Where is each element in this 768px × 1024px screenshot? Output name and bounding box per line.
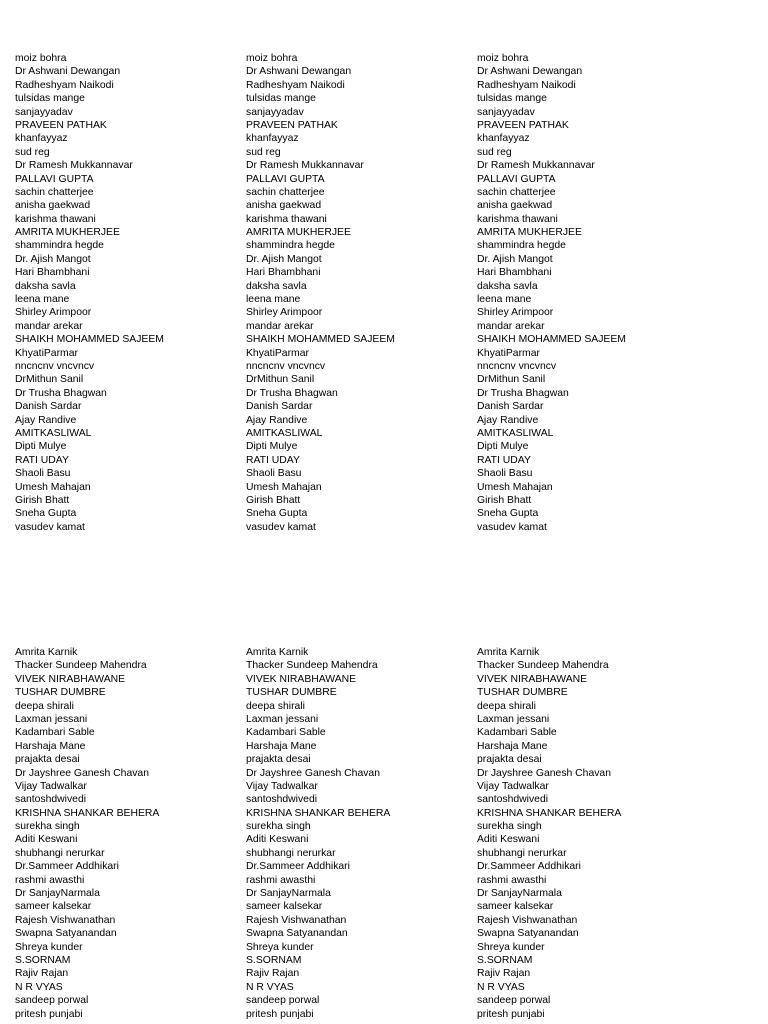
list-item: Girish Bhatt: [246, 494, 301, 506]
list-item: Dr Jayshree Ganesh Chavan: [477, 767, 611, 779]
list-item: Swapna Satyanandan: [477, 928, 579, 940]
list-item: Sneha Gupta: [15, 508, 77, 520]
list-item: tulsidas mange: [15, 93, 85, 105]
list-item: Dipti Mulye: [477, 441, 529, 453]
list-item: Shaoli Basu: [246, 468, 302, 480]
list-item: rashmi awasthi: [15, 874, 85, 886]
list-item: moiz bohra: [477, 53, 529, 64]
list-item: leena mane: [477, 294, 532, 306]
list-item: Shirley Arimpoor: [246, 307, 323, 319]
list-item: Dr Trusha Bhagwan: [15, 387, 107, 399]
list-item: KRISHNA SHANKAR BEHERA: [246, 807, 391, 819]
list-item: SHAIKH MOHAMMED SAJEEM: [246, 334, 395, 346]
list-item: rashmi awasthi: [477, 874, 547, 886]
list-item: karishma thawani: [15, 213, 96, 225]
name-column-right: [477, 646, 702, 1021]
list-item: vasudev kamat: [477, 521, 547, 533]
list-item: Kadambari Sable: [246, 727, 326, 739]
list-item: pritesh punjabi: [15, 1008, 83, 1020]
list-item: tulsidas mange: [477, 93, 547, 105]
list-item: AMITKASLIWAL: [477, 427, 554, 439]
list-item: mandar arekar: [246, 320, 314, 332]
list-item: Aditi Keswani: [15, 834, 78, 846]
list-item: Hari Bhambhani: [477, 267, 552, 279]
list-item: Dipti Mulye: [246, 441, 298, 453]
list-item: Harshaja Mane: [246, 740, 317, 752]
list-item: Dr SanjayNarmala: [15, 888, 100, 900]
list-item: VIVEK NIRABHAWANE: [246, 673, 357, 685]
list-item: vasudev kamat: [15, 521, 85, 533]
list-item: prajakta desai: [15, 754, 80, 766]
list-item: Rajiv Rajan: [477, 968, 531, 980]
list-item: sachin chatterjee: [246, 186, 325, 198]
list-item: Laxman jessani: [246, 713, 319, 725]
list-item: PALLAVI GUPTA: [15, 173, 94, 185]
list-item: tulsidas mange: [246, 93, 316, 105]
list-item: VIVEK NIRABHAWANE: [477, 673, 588, 685]
list-item: Aditi Keswani: [246, 834, 309, 846]
list-item: Dr Ramesh Mukkannavar: [477, 160, 595, 172]
list-item: VIVEK NIRABHAWANE: [15, 673, 126, 685]
list-item: sandeep porwal: [246, 995, 320, 1007]
list-item: Harshaja Mane: [477, 740, 548, 752]
list-item: shubhangi nerurkar: [15, 847, 105, 859]
list-item: leena mane: [15, 294, 70, 306]
name-column-left: [15, 646, 240, 1021]
list-item: KhyatiParmar: [477, 347, 540, 359]
list-item: Vijay Tadwalkar: [477, 780, 549, 792]
list-item: shubhangi nerurkar: [246, 847, 336, 859]
list-item: Danish Sardar: [477, 401, 544, 413]
list-item: daksha savla: [15, 280, 76, 292]
list-item: N R VYAS: [477, 981, 525, 993]
list-item: RATI UDAY: [477, 454, 531, 466]
list-item: DrMithun Sanil: [246, 374, 315, 386]
list-item: rashmi awasthi: [246, 874, 316, 886]
list-item: AMITKASLIWAL: [246, 427, 323, 439]
list-item: Rajiv Rajan: [246, 968, 300, 980]
list-item: Sneha Gupta: [246, 508, 308, 520]
list-item: anisha gaekwad: [15, 200, 91, 212]
list-item: PALLAVI GUPTA: [477, 173, 556, 185]
list-item: sanjayyadav: [246, 106, 304, 118]
list-item: Swapna Satyanandan: [246, 928, 348, 940]
list-item: Aditi Keswani: [477, 834, 540, 846]
list-item: PALLAVI GUPTA: [246, 173, 325, 185]
list-item: daksha savla: [246, 280, 307, 292]
list-item: surekha singh: [15, 821, 80, 833]
list-item: khanfayyaz: [477, 133, 530, 145]
list-item: KRISHNA SHANKAR BEHERA: [15, 807, 160, 819]
list-item: santoshdwivedi: [477, 794, 549, 806]
name-column-left: [15, 52, 240, 534]
list-item: Dr SanjayNarmala: [477, 888, 562, 900]
list-item: Danish Sardar: [246, 401, 313, 413]
list-item: khanfayyaz: [15, 133, 68, 145]
list-item: anisha gaekwad: [477, 200, 553, 212]
list-item: Dr Trusha Bhagwan: [477, 387, 569, 399]
list-item: Hari Bhambhani: [15, 267, 90, 279]
list-item: moiz bohra: [246, 53, 298, 64]
list-item: PRAVEEN PATHAK: [15, 119, 107, 131]
list-item: sameer kalsekar: [246, 901, 323, 913]
list-item: sud reg: [15, 146, 50, 158]
list-item: karishma thawani: [246, 213, 327, 225]
list-item: PRAVEEN PATHAK: [246, 119, 338, 131]
list-item: shammindra hegde: [15, 240, 104, 252]
list-item: Dr.Sammeer Addhikari: [15, 861, 119, 873]
list-item: KhyatiParmar: [246, 347, 309, 359]
list-item: Dr Jayshree Ganesh Chavan: [15, 767, 149, 779]
list-item: RATI UDAY: [246, 454, 300, 466]
list-item: sameer kalsekar: [477, 901, 554, 913]
list-item: mandar arekar: [477, 320, 545, 332]
list-item: anisha gaekwad: [246, 200, 322, 212]
list-item: Thacker Sundeep Mahendra: [477, 660, 609, 672]
list-item: Amrita Karnik: [477, 647, 540, 658]
list-item: sud reg: [246, 146, 281, 158]
list-item: sameer kalsekar: [15, 901, 92, 913]
list-item: moiz bohra: [15, 53, 67, 64]
list-item: Shaoli Basu: [15, 468, 71, 480]
list-item: Dr.Sammeer Addhikari: [477, 861, 581, 873]
list-item: N R VYAS: [246, 981, 294, 993]
list-item: Dipti Mulye: [15, 441, 67, 453]
list-item: Radheshyam Naikodi: [477, 79, 576, 91]
list-item: Vijay Tadwalkar: [246, 780, 318, 792]
list-item: daksha savla: [477, 280, 538, 292]
list-item: Shirley Arimpoor: [477, 307, 554, 319]
list-item: Umesh Mahajan: [15, 481, 91, 493]
list-item: Kadambari Sable: [15, 727, 95, 739]
list-item: Radheshyam Naikodi: [246, 79, 345, 91]
list-item: shubhangi nerurkar: [477, 847, 567, 859]
list-item: sanjayyadav: [477, 106, 535, 118]
list-item: Rajesh Vishwanathan: [246, 914, 347, 926]
list-item: Shreya kunder: [246, 941, 314, 953]
list-item: Ajay Randive: [15, 414, 77, 426]
list-item: Harshaja Mane: [15, 740, 86, 752]
list-item: PRAVEEN PATHAK: [477, 119, 569, 131]
list-item: sud reg: [477, 146, 512, 158]
list-item: Dr Trusha Bhagwan: [246, 387, 338, 399]
list-item: nncncnv vncvncv: [15, 360, 95, 372]
list-item: Swapna Satyanandan: [15, 928, 117, 940]
list-item: sanjayyadav: [15, 106, 73, 118]
list-item: Laxman jessani: [477, 713, 550, 725]
list-item: Ajay Randive: [477, 414, 539, 426]
name-column-middle: [246, 646, 471, 1021]
list-item: TUSHAR DUMBRE: [15, 687, 106, 699]
list-item: deepa shirali: [15, 700, 74, 712]
list-item: N R VYAS: [15, 981, 63, 993]
list-item: prajakta desai: [477, 754, 542, 766]
list-item: AMITKASLIWAL: [15, 427, 92, 439]
list-item: Amrita Karnik: [246, 647, 309, 658]
list-item: mandar arekar: [15, 320, 83, 332]
list-item: karishma thawani: [477, 213, 558, 225]
list-item: S.SORNAM: [477, 954, 533, 966]
list-item: AMRITA MUKHERJEE: [15, 227, 120, 239]
list-item: S.SORNAM: [246, 954, 302, 966]
name-column-right: [477, 52, 702, 534]
list-item: surekha singh: [477, 821, 542, 833]
list-item: Amrita Karnik: [15, 647, 78, 658]
list-item: Hari Bhambhani: [246, 267, 321, 279]
list-item: Laxman jessani: [15, 713, 88, 725]
list-item: Kadambari Sable: [477, 727, 557, 739]
list-item: Girish Bhatt: [15, 494, 70, 506]
list-item: SHAIKH MOHAMMED SAJEEM: [15, 334, 164, 346]
list-item: Shaoli Basu: [477, 468, 533, 480]
list-item: shammindra hegde: [246, 240, 335, 252]
list-item: AMRITA MUKHERJEE: [246, 227, 351, 239]
list-item: S.SORNAM: [15, 954, 71, 966]
list-item: leena mane: [246, 294, 301, 306]
list-item: sachin chatterjee: [477, 186, 556, 198]
list-item: Dr Ramesh Mukkannavar: [246, 160, 364, 172]
list-item: Thacker Sundeep Mahendra: [246, 660, 378, 672]
list-item: santoshdwivedi: [246, 794, 318, 806]
list-item: Rajiv Rajan: [15, 968, 69, 980]
list-item: sandeep porwal: [477, 995, 551, 1007]
list-item: Dr. Ajish Mangot: [477, 253, 553, 265]
list-item: Danish Sardar: [15, 401, 82, 413]
list-item: DrMithun Sanil: [15, 374, 84, 386]
list-item: santoshdwivedi: [15, 794, 87, 806]
list-item: Shreya kunder: [15, 941, 83, 953]
list-item: Dr SanjayNarmala: [246, 888, 331, 900]
list-item: Vijay Tadwalkar: [15, 780, 87, 792]
list-item: Shirley Arimpoor: [15, 307, 92, 319]
list-item: Ajay Randive: [246, 414, 308, 426]
list-item: Radheshyam Naikodi: [15, 79, 114, 91]
list-item: Sneha Gupta: [477, 508, 539, 520]
list-item: Girish Bhatt: [477, 494, 532, 506]
list-item: sandeep porwal: [15, 995, 89, 1007]
list-item: DrMithun Sanil: [477, 374, 546, 386]
list-item: nncncnv vncvncv: [477, 360, 557, 372]
list-item: sachin chatterjee: [15, 186, 94, 198]
list-item: shammindra hegde: [477, 240, 566, 252]
list-item: Dr. Ajish Mangot: [246, 253, 322, 265]
list-item: pritesh punjabi: [246, 1008, 314, 1020]
list-item: TUSHAR DUMBRE: [477, 687, 568, 699]
list-item: pritesh punjabi: [477, 1008, 545, 1020]
list-item: Thacker Sundeep Mahendra: [15, 660, 147, 672]
list-item: surekha singh: [246, 821, 311, 833]
list-item: khanfayyaz: [246, 133, 299, 145]
list-item: KhyatiParmar: [15, 347, 78, 359]
list-item: Dr.Sammeer Addhikari: [246, 861, 350, 873]
list-item: prajakta desai: [246, 754, 311, 766]
list-item: Dr Ashwani Dewangan: [246, 66, 352, 78]
list-item: vasudev kamat: [246, 521, 316, 533]
list-item: deepa shirali: [477, 700, 536, 712]
list-item: Dr Ashwani Dewangan: [477, 66, 583, 78]
list-item: deepa shirali: [246, 700, 305, 712]
list-item: Dr Ramesh Mukkannavar: [15, 160, 133, 172]
list-item: Dr Jayshree Ganesh Chavan: [246, 767, 380, 779]
list-item: AMRITA MUKHERJEE: [477, 227, 582, 239]
list-item: Umesh Mahajan: [246, 481, 322, 493]
list-item: RATI UDAY: [15, 454, 69, 466]
list-item: Shreya kunder: [477, 941, 545, 953]
list-item: nncncnv vncvncv: [246, 360, 326, 372]
list-item: Rajesh Vishwanathan: [15, 914, 116, 926]
list-item: Rajesh Vishwanathan: [477, 914, 578, 926]
list-item: TUSHAR DUMBRE: [246, 687, 337, 699]
name-column-middle: [246, 52, 471, 534]
list-item: SHAIKH MOHAMMED SAJEEM: [477, 334, 626, 346]
list-item: KRISHNA SHANKAR BEHERA: [477, 807, 622, 819]
list-item: Dr Ashwani Dewangan: [15, 66, 121, 78]
list-item: Dr. Ajish Mangot: [15, 253, 91, 265]
list-item: Umesh Mahajan: [477, 481, 553, 493]
